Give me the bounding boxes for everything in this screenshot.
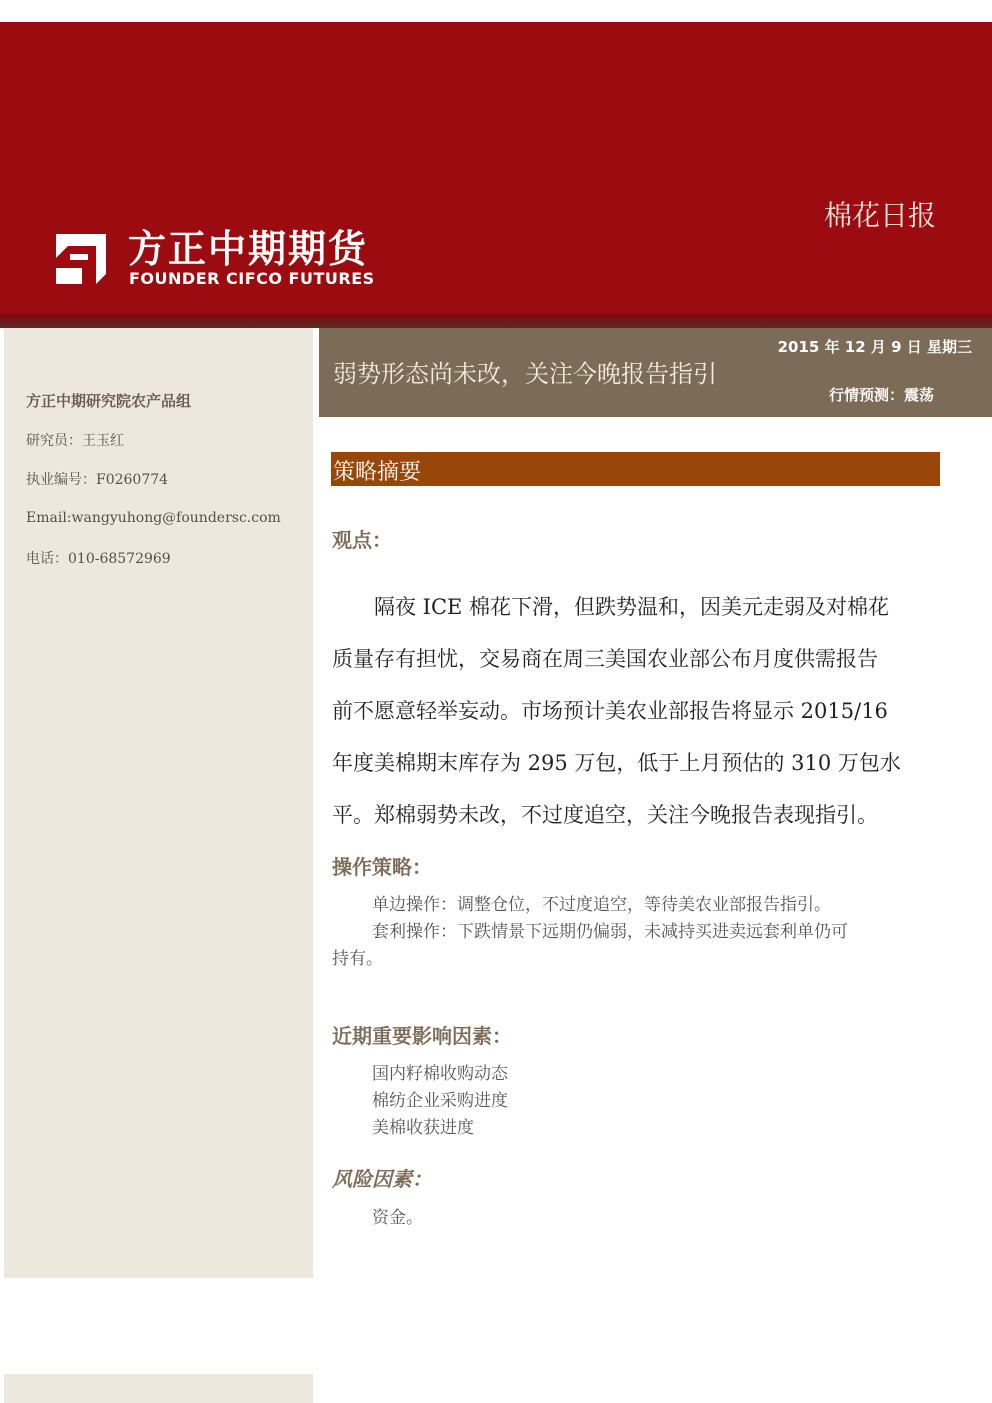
factor-item: 美棉收获进度 [372,1118,474,1138]
view-line: 质量存有担忧，交易商在周三美国农业部公布月度供需报告 [332,647,878,671]
risk-item: 资金。 [372,1208,423,1228]
view-line: 前不愿意轻举妄动。市场预计美农业部报告将显示 2015/16 [332,699,888,723]
company-name-cn: 方正中期期货 [128,227,369,271]
report-headline: 弱势形态尚未改，关注今晚报告指引 [333,360,717,388]
strategy-line: 单边操作：调整仓位，不过度追空，等待美农业部报告指引。 [372,895,831,915]
report-type: 棉花日报 [823,199,936,232]
view-line: 年度美棉期末库存为 295 万包，低于上月预估的 310 万包水 [332,751,901,775]
factors-heading: 近期重要影响因素： [332,1024,512,1048]
founder-logo-icon [56,224,116,284]
view-line: 平。郑棉弱势未改，不过度追空，关注今晚报告表现指引。 [332,803,878,827]
license-number: 执业编号：F0260774 [26,472,169,488]
report-date: 2015 年 12 月 9 日 星期三 [777,338,972,356]
factor-item: 国内籽棉收购动态 [372,1064,508,1084]
strategy-line: 持有。 [332,949,383,969]
company-name-en: FOUNDER CIFCO FUTURES [129,269,375,288]
view-heading: 观点： [332,528,392,552]
phone-number: 电话：010-68572969 [26,551,171,567]
email-address[interactable]: Email:wangyuhong@foundersc.com [26,510,281,526]
header-divider [0,314,992,328]
strategy-heading: 操作策略： [332,855,432,879]
market-forecast: 行情预测：震荡 [828,386,934,404]
section-title: 策略摘要 [333,460,422,485]
section-bar [331,452,940,486]
research-group: 方正中期研究院农产品组 [26,392,192,410]
sidebar-footer-strip [4,1374,313,1403]
researcher-name: 研究员：王玉红 [26,433,124,449]
view-line: 隔夜 ICE 棉花下滑，但跌势温和，因美元走弱及对棉花 [374,595,890,619]
strategy-line: 套利操作：下跌情景下远期仍偏弱，未减持买进卖远套利单仍可 [372,922,848,942]
risk-heading: 风险因素： [332,1167,432,1191]
factor-item: 棉纺企业采购进度 [372,1091,508,1111]
